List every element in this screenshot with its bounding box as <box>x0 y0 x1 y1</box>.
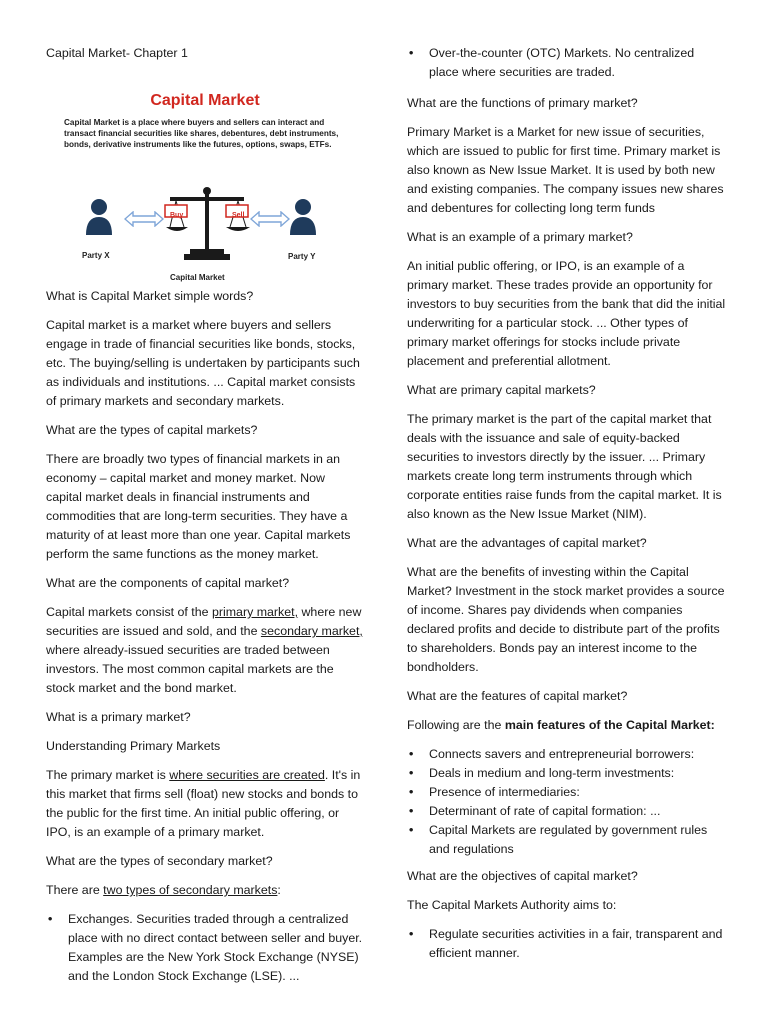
bullet-icon: • <box>409 747 414 761</box>
list-item-text: Determinant of rate of capital formation: ... <box>429 804 661 818</box>
bullet-icon: • <box>48 912 53 926</box>
text-span: Capital markets consist of the <box>46 605 212 619</box>
text-span: where already-issued securities are traded between investors. The most common capital markets are the stock market and the bond market. <box>46 643 334 695</box>
primary-market-link[interactable]: primary market, <box>211 605 299 619</box>
text-span: The primary market is <box>46 768 170 782</box>
answer-paragraph <box>46 766 364 842</box>
list-item <box>407 783 727 802</box>
list-item <box>407 764 727 783</box>
secondary-market-link[interactable]: secondary market, <box>260 624 363 638</box>
list-item-text: Capital Markets are regulated by government rules and regulations <box>429 823 708 856</box>
question-heading: What is a primary market? <box>46 710 191 724</box>
double-arrow-icon <box>250 211 290 227</box>
document-heading: Capital Market- Chapter 1 <box>46 46 188 60</box>
list-item <box>407 802 727 821</box>
secondary-types-link[interactable]: two types of secondary markets <box>103 883 278 897</box>
text-span: where new securities are issued and sold, and the <box>46 605 362 638</box>
question-heading: What are the advantages of capital market? <box>407 536 647 550</box>
list-item <box>407 745 727 764</box>
party-y-label: Party Y <box>288 252 316 261</box>
answer-paragraph <box>46 881 364 900</box>
person-icon <box>288 197 318 237</box>
right-column <box>407 44 727 971</box>
list-item-text: Regulate securities activities in a fair, transparent and efficient manner. <box>429 927 723 960</box>
double-arrow-icon <box>124 211 164 227</box>
text-span: There are <box>46 883 104 897</box>
answer-paragraph: An initial public offering, or IPO, is an example of a primary market. These trades provide an opportunity for investors to buy securities from the bank that did the initial underwriting for a particular stock. ... Other types of primary market offerings for stocks include private placement and preferential allotment. <box>407 259 726 368</box>
figure-description: Capital Market is a place where buyers and sellers can interact and transact financial securities like shares, debentures, debt instruments, bonds, derivative instruments like the futures, options, swaps, ETFs. <box>64 118 339 149</box>
bullet-icon: • <box>409 766 414 780</box>
list-item-text: Presence of intermediaries: <box>429 785 580 799</box>
question-heading: What are the features of capital market? <box>407 689 628 703</box>
bullet-icon: • <box>409 823 414 837</box>
text-span: Following are the <box>407 718 505 732</box>
list-item-text: Connects savers and entrepreneurial borrowers: <box>429 747 695 761</box>
answer-paragraph: What are the benefits of investing within the Capital Market? Investment in the stock market provides a source of income. Shares pay dividends when companies declared profits and decide to distribute part of the profits to shareholders. Bonds pay an interest income to the bondholders. <box>407 565 725 674</box>
person-icon <box>84 197 114 237</box>
left-column <box>46 44 364 994</box>
text-span: : <box>277 883 281 897</box>
party-x-label: Party X <box>82 251 110 260</box>
secondary-types-list-continued <box>407 44 727 82</box>
question-heading: What is an example of a primary market? <box>407 230 633 244</box>
buy-tag: Buy <box>170 212 184 219</box>
question-heading: What are the types of secondary market? <box>46 854 273 868</box>
question-heading: What are the components of capital market? <box>46 576 290 590</box>
answer-paragraph: There are broadly two types of financial markets in an economy – capital market and money market. Now capital market deals in financial instruments and commodities that are long-term securities. They have a maturity of at least more than one year. Capital markets perform the same functions as the money market. <box>46 452 351 561</box>
list-item <box>407 925 727 963</box>
list-item <box>46 910 364 986</box>
secondary-types-list <box>46 910 364 986</box>
bold-text: main features of the Capital Market: <box>504 718 715 732</box>
answer-paragraph <box>46 603 364 698</box>
figure-title: Capital Market <box>150 92 260 109</box>
answer-paragraph: Capital market is a market where buyers and sellers engage in trade of financial securities like bonds, stocks, etc. The buying/selling is undertaken by participants such as individuals and institutions. ... Capital market consists of primary markets and secondary markets. <box>46 318 360 408</box>
bullet-icon: • <box>409 785 414 799</box>
question-heading: What are primary capital markets? <box>407 383 596 397</box>
question-heading: What are the types of capital markets? <box>46 423 258 437</box>
answer-paragraph: Primary Market is a Market for new issue of securities, which are issued to public for first time. Primary market is also known as New Issue Market. It is used by both new and existing companies. The company issues new shares and debentures for collecting long term funds <box>407 125 724 215</box>
answer-paragraph: The primary market is the part of the capital market that deals with the issuance and sale of equity-backed securities to investors directly by the issuer. ... Primary markets create long term instruments through which corporate entities raise funds from the capital market. It is also known as the New Issue Market (NIM). <box>407 412 722 521</box>
features-list <box>407 745 727 859</box>
bullet-icon: • <box>409 804 414 818</box>
bullet-icon: • <box>409 927 414 941</box>
answer-paragraph <box>407 716 727 735</box>
capital-market-figure <box>46 71 364 281</box>
securities-created-link[interactable]: where securities are created <box>169 768 325 782</box>
sell-tag: Sell <box>232 212 245 219</box>
question-heading: What are the objectives of capital market? <box>407 869 638 883</box>
text-span: . It's in this market that firms sell (float) new stocks and bonds to the public for the first time. An initial public offering, or IPO, is an example of a primary market. <box>46 768 361 839</box>
figure-caption: Capital Market <box>170 273 225 282</box>
list-item-text: Deals in medium and long-term investments: <box>429 766 675 780</box>
answer-paragraph: The Capital Markets Authority aims to: <box>407 898 617 912</box>
question-heading: What are the functions of primary market? <box>407 96 638 110</box>
list-item-text: Over-the-counter (OTC) Markets. No centralized place where securities are traded. <box>429 46 695 79</box>
list-item <box>407 821 727 859</box>
list-item-text: Exchanges. Securities traded through a centralized place with no direct contact between seller and buyer. Examples are the New York Stock Exchange (NYSE) and the London Stock Exchange (LSE). ... <box>68 912 363 983</box>
bullet-icon: • <box>409 46 414 60</box>
list-item <box>407 44 727 82</box>
question-heading: What is Capital Market simple words? <box>46 289 254 303</box>
objectives-list <box>407 925 727 963</box>
subheading: Understanding Primary Markets <box>46 739 221 753</box>
